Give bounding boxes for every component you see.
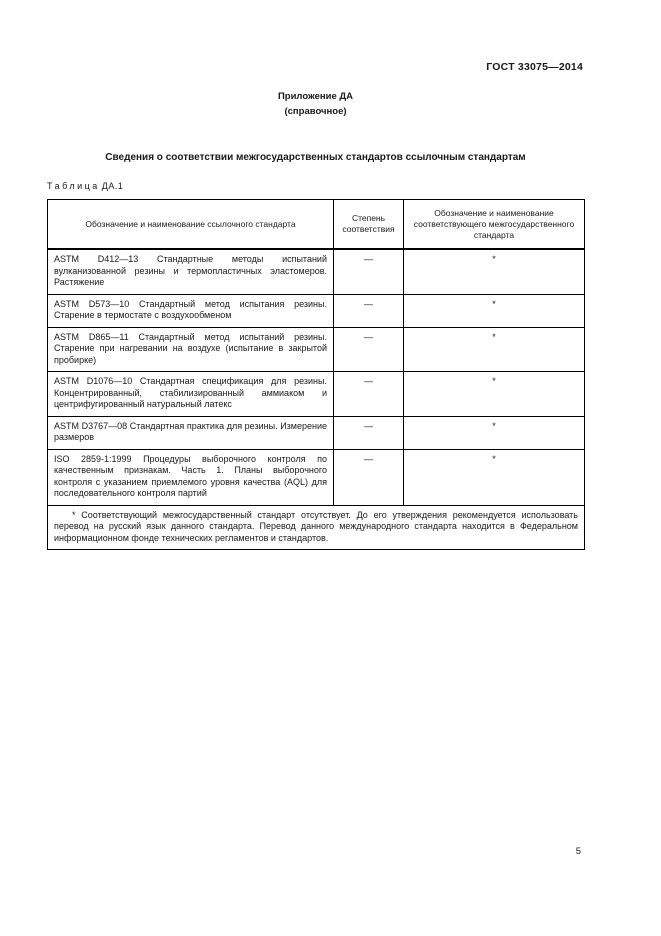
cell-reference-standard: ISO 2859-1:1999 Процедуры выборочного контроля по качественным признакам. Часть 1. Планы выборочного контроля с указанием приемлемого уровня качества (AQL) для последовательного контроля партий (48, 449, 334, 505)
col-header-interstate-standard: Обозначение и наименование соответствующего межгосударственного стандарта (404, 200, 585, 250)
section-title: Сведения о соответствии межгосударственных стандартов ссылочным стандартам (105, 152, 526, 163)
table-row (48, 327, 585, 372)
table-row (48, 249, 585, 294)
table-footnote (48, 505, 585, 550)
cell-reference-standard: ASTM D412—13 Стандартные методы испытаний вулканизованной резины и термопластичных эластомеров. Растяжение (48, 249, 334, 294)
table-caption-number: ДА.1 (101, 181, 124, 191)
appendix-title: Приложение ДА (277, 91, 354, 102)
doc-number: ГОСТ 33075—2014 (486, 61, 583, 73)
footnote-text: * Соответствующий межгосударственный стандарт отсутствует. До его утверждения рекомендуется использовать перевод на русский язык данного стандарта. Перевод данного международного стандарта находится в Федеральном информационном фонде технических регламентов и стандартов. (54, 509, 578, 543)
table-footnote-row (48, 505, 585, 550)
cell-reference-standard: ASTM D1076—10 Стандартная спецификация для резины. Концентрированный, стабилизированный аммиаком и центрифугированный натуральный латекс (48, 372, 334, 417)
page-number: 5 (575, 846, 581, 857)
appendix-block (47, 89, 584, 119)
cell-degree: — (334, 327, 404, 372)
table-row (48, 372, 585, 417)
cell-degree: — (334, 416, 404, 449)
table-row (48, 416, 585, 449)
cell-interstate: * (404, 294, 585, 327)
table-caption (47, 181, 123, 191)
cell-interstate: * (404, 327, 585, 372)
cell-interstate: * (404, 416, 585, 449)
col-header-degree: Степень соответствия (334, 200, 404, 250)
appendix-subtitle: (справочное) (284, 106, 347, 117)
cell-interstate: * (404, 249, 585, 294)
cell-reference-standard: ASTM D865—11 Стандартный метод испытаний резины. Старение при нагревании на воздухе (испытание в закрытой пробирке) (48, 327, 334, 372)
table-caption-word: Таблица (47, 181, 100, 191)
cell-degree: — (334, 249, 404, 294)
cell-reference-standard: ASTM D573—10 Стандартный метод испытания резины. Старение в термостате с воздухообменом (48, 294, 334, 327)
table-row (48, 449, 585, 505)
standards-table (47, 199, 585, 550)
cell-interstate: * (404, 449, 585, 505)
cell-degree: — (334, 449, 404, 505)
table-header-row (48, 200, 585, 250)
table-row (48, 294, 585, 327)
cell-degree: — (334, 372, 404, 417)
cell-reference-standard: ASTM D3767—08 Стандартная практика для резины. Измерение размеров (48, 416, 334, 449)
cell-degree: — (334, 294, 404, 327)
cell-interstate: * (404, 372, 585, 417)
col-header-reference-standard: Обозначение и наименование ссылочного стандарта (48, 200, 334, 250)
